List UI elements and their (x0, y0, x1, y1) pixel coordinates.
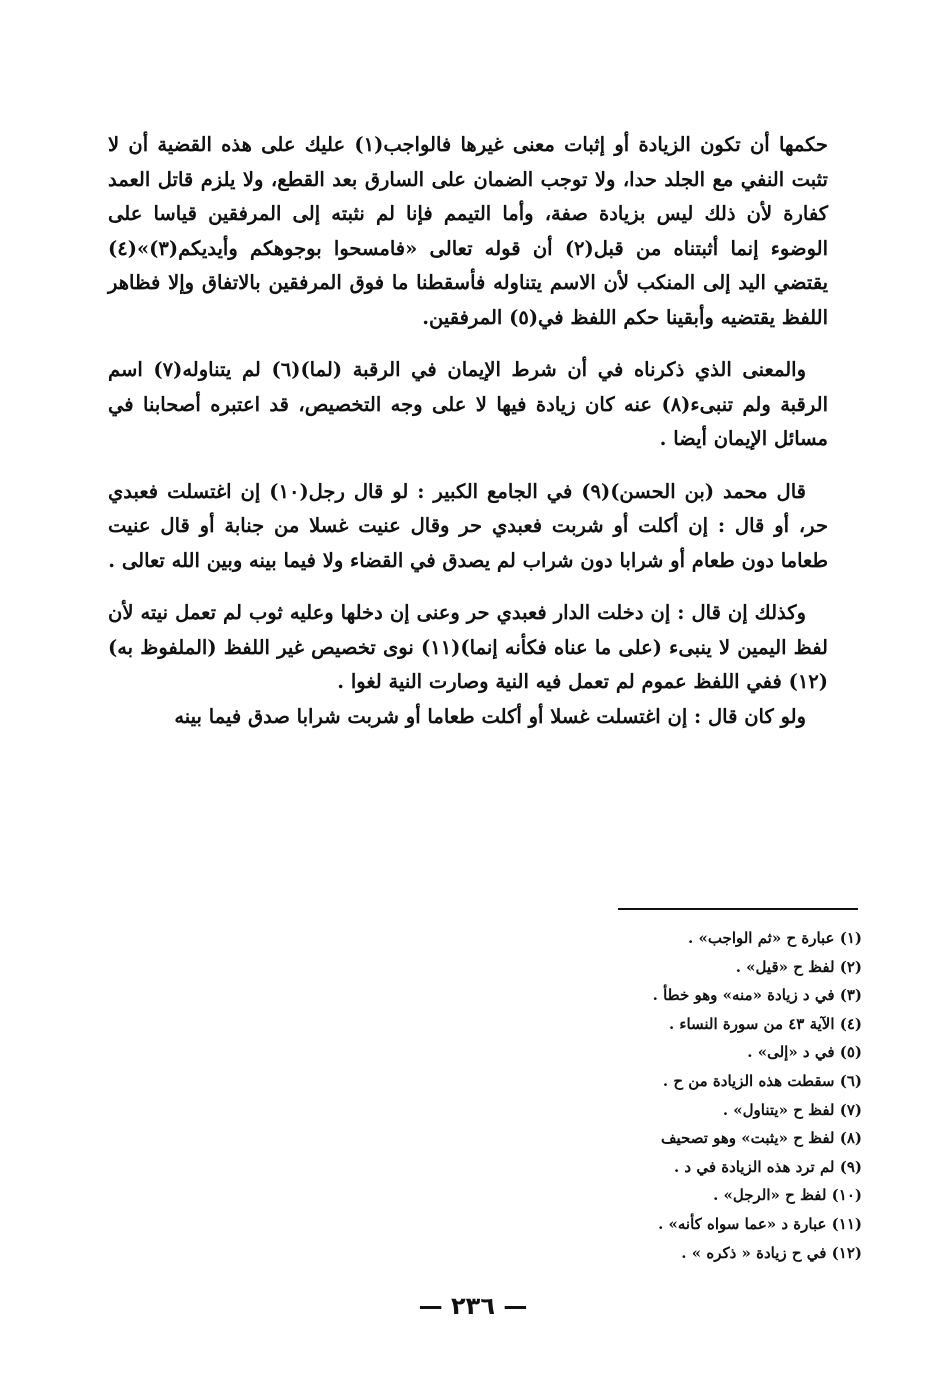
footnote-item: (٢) لفظ ح «قيل» . (735, 957, 862, 976)
footnotes-list (462, 924, 862, 1267)
page-number: — ٢٣٦ — (418, 1292, 528, 1320)
paragraph-2: والمعنى الذي ذكرناه في أن شرط الإيمان في الرقبة (لما)(٦) لم يتناوله(٧) اسم الرقبة ولم تنبىء(٨) عنه كان زيادة فيها لا على وجه التخصيص، قد اعتبره أصحابنا في مسائل الإيمان أيضا . (108, 358, 829, 450)
footnote-item: (٨) لفظ ح «يثبت» وهو تصحيف (661, 1129, 862, 1148)
footnote-item: (١٠) لفظ ح «الرجل» . (713, 1186, 862, 1205)
footnote-item: (١١) عبارة د «عما سواه كأنه» . (658, 1214, 862, 1233)
footnote-item: (١٢) في ح زيادة « ذكره » . (681, 1243, 862, 1262)
footnote-item: (٤) الآية ٤٣ من سورة النساء . (668, 1014, 862, 1033)
main-text (108, 128, 828, 734)
paragraph-1: حكمها أن تكون الزيادة أو إثبات معنى غيرها فالواجب(١) عليك على هذه القضية أن لا تثبت النفي مع الجلد حدا، ولا توجب الضمان على السارق بعد القطع، ولا يلزم قاتل العمد كفارة لأن ذلك ليس بزيادة صفة، وأما التيمم فإنا لم نثبته إلى المرفقين قياسا على الوضوء إنما أثبتناه من قبل(٢) أن قوله تعالى «فامسحوا بوجوهكم وأيديكم(٣)»(٤) يقتضي اليد إلى المنكب لأن الاسم يتناوله فأسقطنا ما فوق المرفقين بالاتفاق وإلا فظاهر اللفظ يقتضيه وأبقينا حكم اللفظ في(٥) المرفقين. (108, 133, 828, 329)
footnote-item: (٩) لم ترد هذه الزيادة في د . (673, 1157, 862, 1176)
footnote-item: (٧) لفظ ح «يتناول» . (722, 1100, 862, 1119)
paragraph-4: وكذلك إن قال : إن دخلت الدار فعبدي حر وعنى إن دخلها وعليه ثوب لم تعمل نيته لأن لفظ اليمين لا ينبىء (على ما عناه فكأنه إنما)(١١) نوى تخصيص غير اللفظ (الملفوظ به)(١٢) ففي اللفظ عموم لم تعمل فيه النية وصارت النية لغوا . (108, 601, 828, 693)
footnote-item: (٥) في د «إلى» . (747, 1043, 862, 1062)
paragraph-5: ولو كان قال : إن اغتسلت غسلا أو أكلت طعاما أو شربت شرابا صدق فيما بينه (174, 704, 806, 728)
footnote-item: (٦) سقطت هذه الزيادة من ح . (662, 1071, 862, 1090)
footnote-divider (618, 908, 858, 910)
footnote-item: (١) عبارة ح «ثم الواجب» . (688, 929, 862, 947)
footnote-item: (٣) في د زيادة «منه» وهو خطأ . (652, 986, 862, 1005)
paragraph-3: قال محمد (بن الحسن)(٩) في الجامع الكبير : لو قال رجل(١٠) إن اغتسلت فعبدي حر، أو قال : إن أكلت أو شربت فعبدي حر وقال عنيت غسلا من جنابة أو قال عنيت طعاما دون طعام أو شرابا دون شراب لم يصدق في القضاء ولا فيما بينه وبين الله تعالى . (108, 479, 828, 572)
